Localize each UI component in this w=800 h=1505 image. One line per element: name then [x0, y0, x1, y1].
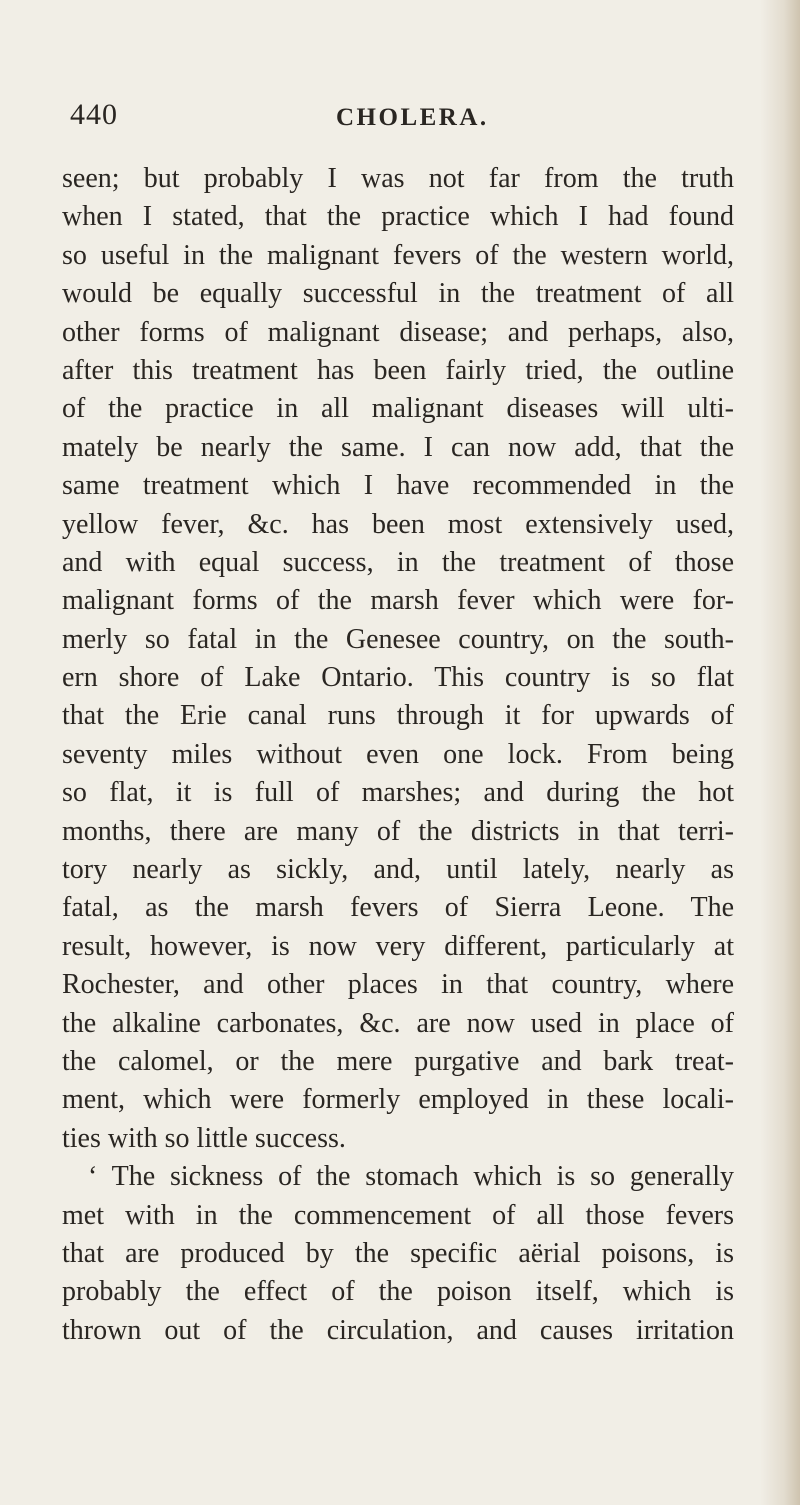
text-line: same treatment which I have recommended in the — [62, 470, 734, 502]
text-line: the alkaline carbonates, &c. are now used in place of — [62, 1007, 734, 1039]
paragraph — [62, 1158, 734, 1350]
text-line: thrown out of the circulation, and causes irritation — [62, 1314, 734, 1346]
text-line: would be equally successful in the treatment of all — [62, 278, 734, 310]
text-line: that the Erie canal runs through it for upwards of — [62, 700, 734, 732]
text-line: tory nearly as sickly, and, until lately, nearly as — [62, 854, 734, 886]
body-text — [62, 160, 734, 1350]
text-line: and with equal success, in the treatment of those — [62, 546, 734, 578]
paragraph — [62, 160, 734, 1158]
text-line: malignant forms of the marsh fever which were for- — [62, 585, 734, 617]
text-line: seventy miles without even one lock. From being — [62, 738, 734, 770]
text-line: ment, which were formerly employed in these locali- — [62, 1084, 734, 1116]
text-line: seen; but probably I was not far from the truth — [62, 163, 734, 194]
text-line: when I stated, that the practice which I had found — [62, 201, 734, 233]
text-line: ern shore of Lake Ontario. This country is so flat — [62, 662, 734, 694]
text-line: yellow fever, &c. has been most extensively used, — [62, 508, 734, 540]
page-number: 440 — [70, 98, 118, 131]
text-line: the calomel, or the mere purgative and bark treat- — [62, 1045, 734, 1077]
text-line: ties with so little success. — [62, 1122, 346, 1154]
text-line: fatal, as the marsh fevers of Sierra Leone. The — [62, 892, 734, 924]
page-edge-shadow — [760, 0, 800, 1505]
text-line: met with in the commencement of all those fevers — [62, 1199, 734, 1231]
text-line: of the practice in all malignant diseases will ulti- — [62, 393, 734, 425]
text-line: result, however, is now very different, particularly at — [62, 930, 734, 962]
text-line: so flat, it is full of marshes; and during the hot — [62, 777, 734, 809]
running-head: CHOLERA. — [336, 104, 489, 131]
text-line: that are produced by the specific aërial poisons, is — [62, 1237, 734, 1269]
text-line: so useful in the malignant fevers of the western world, — [62, 239, 734, 271]
text-line: after this treatment has been fairly tried, the outline — [62, 354, 734, 386]
text-line: months, there are many of the districts in that terri- — [62, 815, 734, 847]
page-header — [62, 98, 734, 142]
text-line: ‘ The sickness of the stomach which is so generally — [88, 1161, 734, 1193]
text-line: Rochester, and other places in that country, where — [62, 969, 734, 1001]
text-line: merly so fatal in the Genesee country, on the south- — [62, 623, 734, 655]
text-line: mately be nearly the same. I can now add, that the — [62, 431, 734, 463]
text-line: other forms of malignant disease; and perhaps, also, — [62, 316, 734, 348]
text-line: probably the effect of the poison itself, which is — [62, 1276, 734, 1308]
